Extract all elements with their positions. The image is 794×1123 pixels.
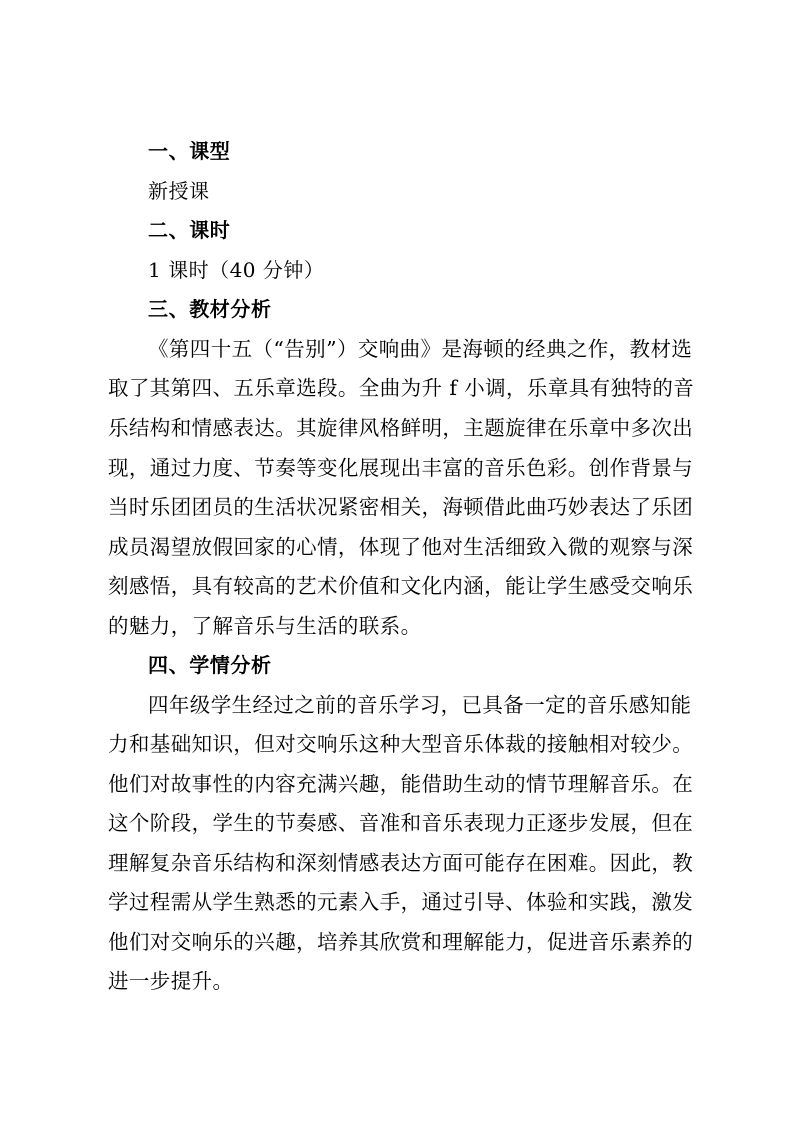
material-paragraph-line: 刻感悟，具有较高的艺术价值和文化内涵，能让学生感受交响乐 bbox=[108, 574, 694, 598]
lesson-type-text: 新授课 bbox=[148, 179, 210, 203]
material-paragraph-line: 的魅力，了解音乐与生活的联系。 bbox=[108, 614, 422, 638]
students-paragraph-line: 学过程需从学生熟悉的元素入手，通过引导、体验和实践，激发 bbox=[108, 890, 694, 914]
students-paragraph-line: 四年级学生经过之前的音乐学习，已具备一定的音乐感知能 bbox=[148, 693, 692, 717]
students-paragraph-line: 理解复杂音乐结构和深刻情感表达方面可能存在困难。因此，教 bbox=[108, 851, 694, 875]
students-paragraph-line: 这个阶段，学生的节奏感、音准和音乐表现力正逐步发展，但在 bbox=[108, 811, 694, 835]
students-paragraph-line: 进一步提升。 bbox=[108, 969, 234, 993]
students-paragraph-line: 他们对交响乐的兴趣，培养其欣赏和理解能力，促进音乐素养的 bbox=[108, 930, 694, 954]
material-paragraph-line: 乐结构和情感表达。其旋律风格鲜明，主题旋律在乐章中多次出 bbox=[108, 416, 694, 440]
material-paragraph-line: 《第四十五（“告别”）交响曲》是海顿的经典之作，教材选 bbox=[148, 337, 693, 361]
section-heading-lesson-period: 二、课时 bbox=[148, 218, 231, 242]
section-heading-lesson-type: 一、课型 bbox=[148, 139, 231, 163]
students-paragraph-line: 力和基础知识，但对交响乐这种大型音乐体裁的接触相对较少。 bbox=[108, 732, 694, 756]
section-heading-material-analysis: 三、教材分析 bbox=[148, 297, 272, 321]
material-paragraph-line: 取了其第四、五乐章选段。全曲为升 f 小调，乐章具有独特的音 bbox=[108, 376, 695, 400]
lesson-period-text: 1 课时（40 分钟） bbox=[148, 258, 325, 282]
section-heading-student-analysis: 四、学情分析 bbox=[148, 653, 272, 677]
material-paragraph-line: 现，通过力度、节奏等变化展现出丰富的音乐色彩。创作背景与 bbox=[108, 456, 694, 480]
material-paragraph-line: 成员渴望放假回家的心情，体现了他对生活细致入微的观察与深 bbox=[108, 535, 694, 559]
students-paragraph-line: 他们对故事性的内容充满兴趣，能借助生动的情节理解音乐。在 bbox=[108, 772, 694, 796]
material-paragraph-line: 当时乐团团员的生活状况紧密相关，海顿借此曲巧妙表达了乐团 bbox=[108, 495, 694, 519]
